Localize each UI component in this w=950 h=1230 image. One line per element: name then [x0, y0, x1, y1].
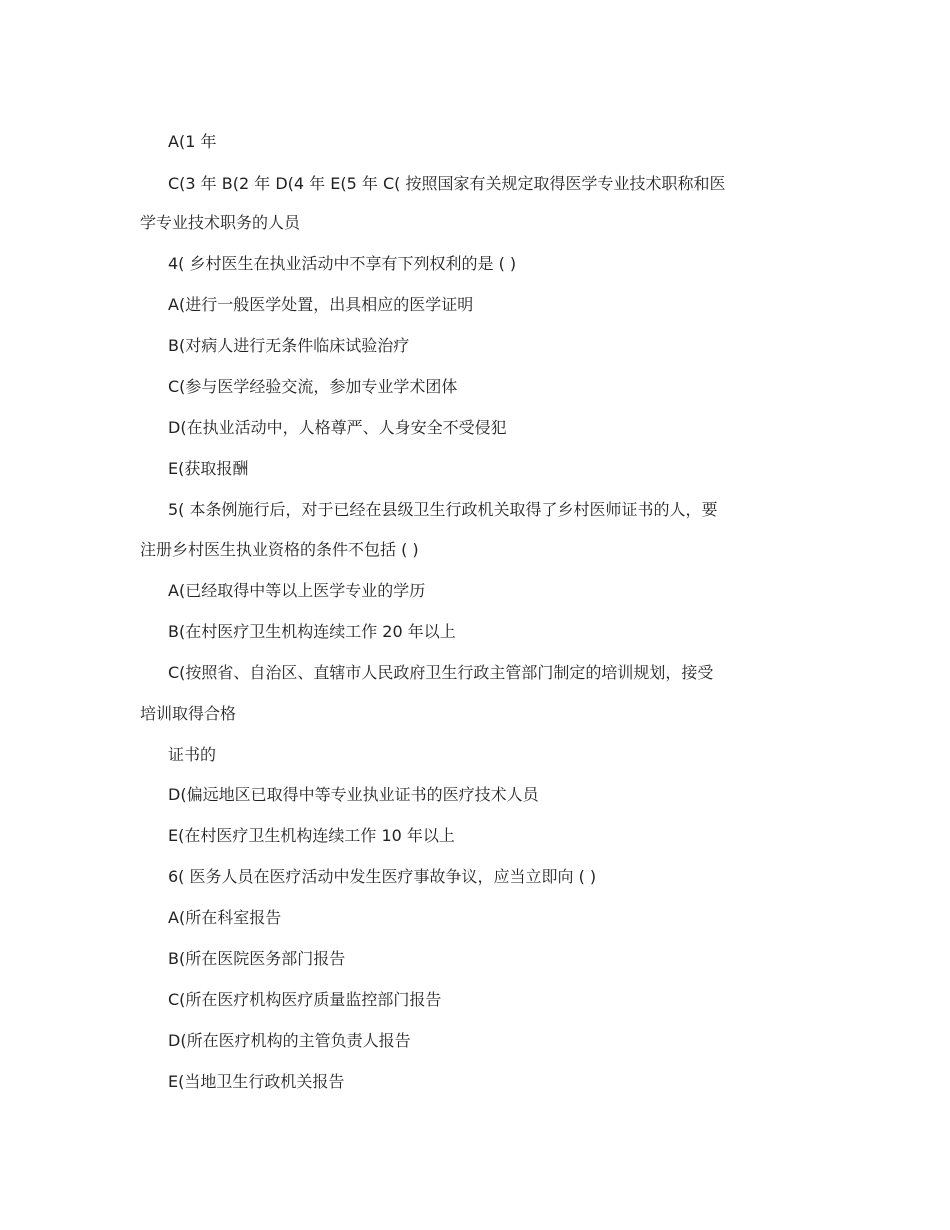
- question-6-option-a: A(所在科室报告: [168, 908, 282, 927]
- answer-option-continuation: 学专业技术职务的人员: [140, 213, 301, 232]
- question-6-option-c: C(所在医疗机构医疗质量监控部门报告: [168, 990, 442, 1009]
- question-6: 6( 医务人员在医疗活动中发生医疗事故争议，应当立即向 ( ): [168, 867, 597, 886]
- question-6-option-e: E(当地卫生行政机关报告: [168, 1072, 345, 1091]
- question-5-option-c: C(按照省、自治区、直辖市人民政府卫生行政主管部门制定的培训规划，接受: [168, 663, 714, 682]
- answer-option-a: A(1 年: [168, 132, 217, 151]
- question-4-option-d: D(在执业活动中，人格尊严、人身安全不受侵犯: [168, 418, 507, 437]
- question-4-option-c: C(参与医学经验交流，参加专业学术团体: [168, 377, 458, 396]
- answer-options-line: C(3 年 B(2 年 D(4 年 E(5 年 C( 按照国家有关规定取得医学专业技术职称和医: [168, 174, 726, 193]
- question-4-option-a: A(进行一般医学处置，出具相应的医学证明: [168, 295, 474, 314]
- question-5-option-c-continuation: 培训取得合格: [140, 704, 237, 723]
- question-6-option-d: D(所在医疗机构的主管负责人报告: [168, 1031, 411, 1050]
- question-5-option-a: A(已经取得中等以上医学专业的学历: [168, 581, 426, 600]
- question-5-continuation: 注册乡村医生执业资格的条件不包括 ( ): [140, 540, 419, 559]
- question-4-option-e: E(获取报酬: [168, 459, 249, 478]
- question-4-option-b: B(对病人进行无条件临床试验治疗: [168, 336, 410, 355]
- question-5-option-e: E(在村医疗卫生机构连续工作 10 年以上: [168, 826, 455, 845]
- question-6-option-b: B(所在医院医务部门报告: [168, 949, 346, 968]
- question-5-option-c-continuation-2: 证书的: [168, 745, 217, 764]
- question-4: 4( 乡村医生在执业活动中不享有下列权利的是 ( ): [168, 254, 517, 273]
- question-5-option-b: B(在村医疗卫生机构连续工作 20 年以上: [168, 622, 456, 641]
- question-5-option-d: D(偏远地区已取得中等专业执业证书的医疗技术人员: [168, 785, 539, 804]
- question-5: 5( 本条例施行后，对于已经在县级卫生行政机关取得了乡村医师证书的人，要: [168, 500, 718, 519]
